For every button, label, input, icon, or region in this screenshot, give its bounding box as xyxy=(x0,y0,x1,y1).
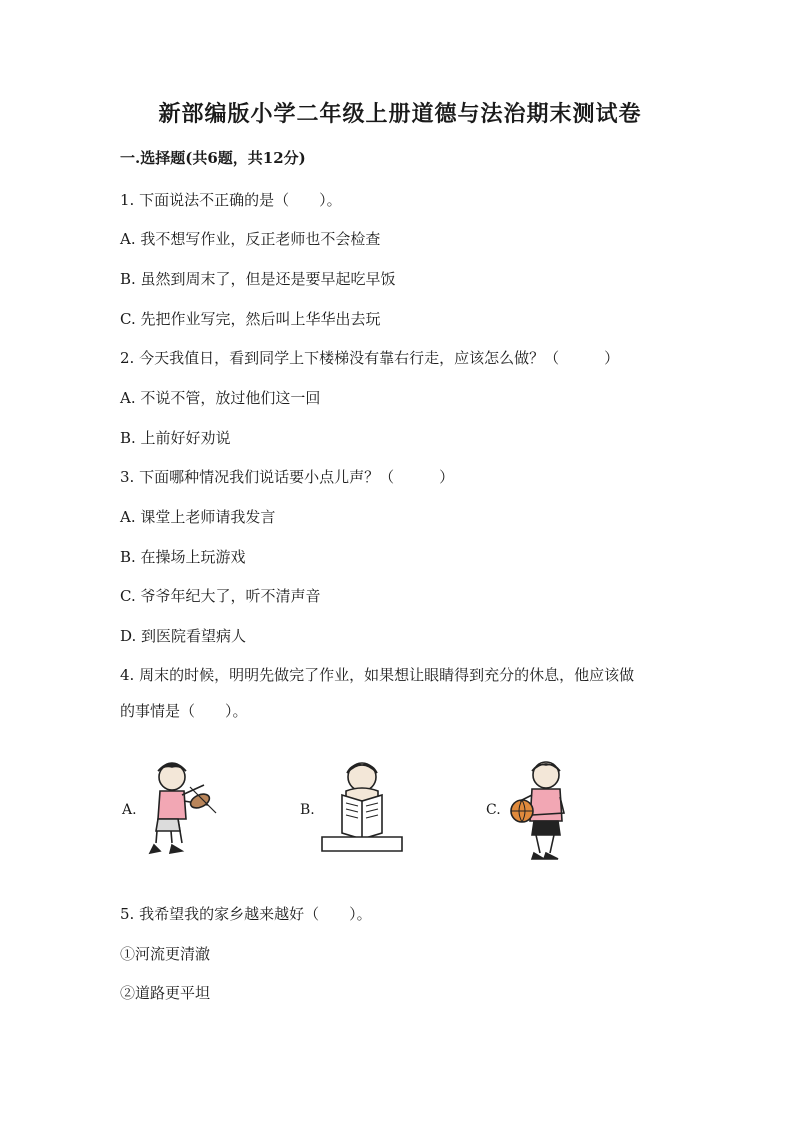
question-2-stem: 2. 今天我值日，看到同学上下楼梯没有靠右行走，应该怎么做？（ ） xyxy=(120,349,620,367)
question-4-stem-continued: 的事情是（ ）。 xyxy=(120,702,248,720)
violin-player-icon xyxy=(120,755,230,865)
reading-child-icon xyxy=(296,755,416,865)
question-3-option-d: D. 到医院看望病人 xyxy=(120,627,247,645)
question-5-option-2: ②道路更平坦 xyxy=(120,984,211,1002)
figure-b-reading xyxy=(296,755,416,865)
section-heading: 一.选择题(共6题，共12分) xyxy=(120,149,306,167)
question-3-option-b: B. 在操场上玩游戏 xyxy=(120,548,246,566)
question-1-option-b: B. 虽然到周末了，但是还是要早起吃早饭 xyxy=(120,270,396,288)
question-1-option-a: A. 我不想写作业，反正老师也不会检查 xyxy=(120,230,381,248)
question-5-option-1: ①河流更清澈 xyxy=(120,945,211,963)
figure-a-label: A. xyxy=(122,802,137,818)
question-1-stem: 1. 下面说法不正确的是（ ）。 xyxy=(120,191,342,209)
question-5-stem: 5. 我希望我的家乡越来越好（ ）。 xyxy=(120,905,372,923)
page-title: 新部编版小学二年级上册道德与法治期末测试卷 xyxy=(158,101,642,127)
question-3-stem: 3. 下面哪种情况我们说话要小点儿声？（ ） xyxy=(120,468,455,486)
question-2-option-b: B. 上前好好劝说 xyxy=(120,429,231,447)
figure-c-basketball xyxy=(484,755,584,865)
figure-c-label: C. xyxy=(486,802,501,818)
question-4-stem: 4. 周末的时候，明明先做完了作业，如果想让眼睛得到充分的休息，他应该做 xyxy=(120,666,635,684)
figure-a-violin xyxy=(120,755,230,865)
figure-b-label: B. xyxy=(300,802,315,818)
question-3-option-a: A. 课堂上老师请我发言 xyxy=(120,508,276,526)
question-2-option-a: A. 不说不管，放过他们这一回 xyxy=(120,389,321,407)
basketball-player-icon xyxy=(484,755,584,865)
question-1-option-c: C. 先把作业写完，然后叫上华华出去玩 xyxy=(120,310,381,328)
question-3-option-c: C. 爷爷年纪大了，听不清声音 xyxy=(120,587,321,605)
